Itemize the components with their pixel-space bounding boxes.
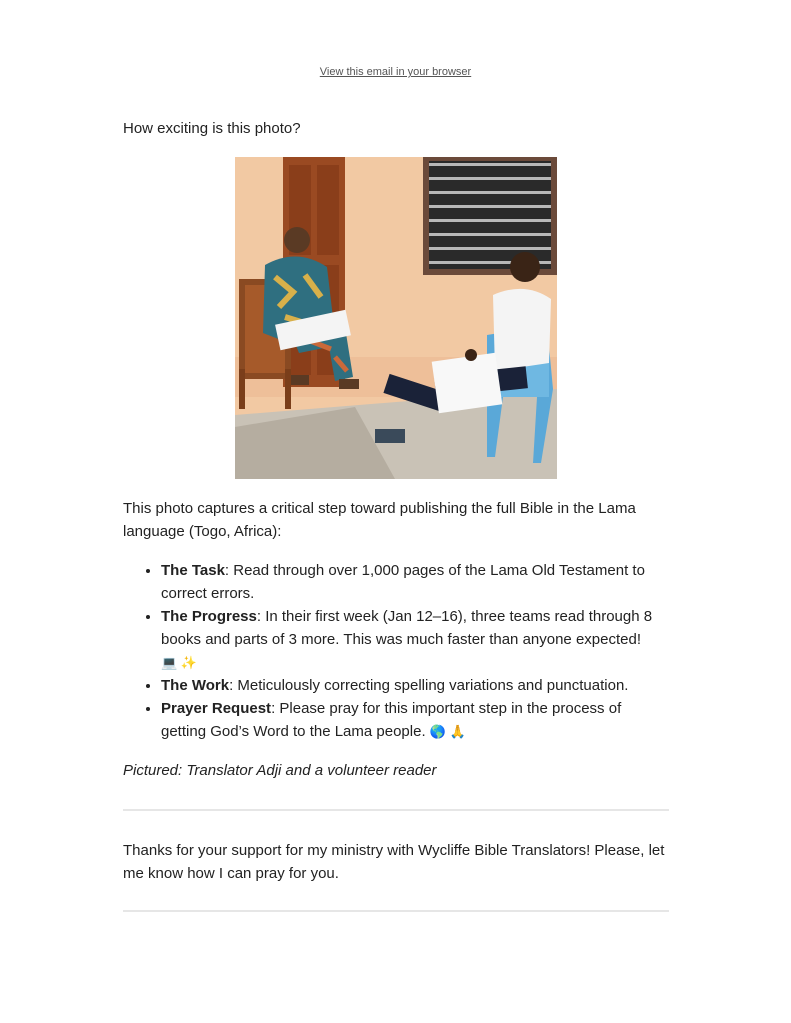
photo-caption: Pictured: Translator Adji and a volunteer reader [123,762,437,779]
bullet-label: Prayer Request [161,700,272,717]
bullet-text: : In their first week (Jan 12–16), three teams read through 8 books and parts of 3 more. This was much faster than anyone expected! [161,608,653,648]
list-item [161,605,669,674]
bullet-text: : Read through over 1,000 pages of the Lama Old Testament to correct errors. [161,562,645,602]
bullet-list [123,559,669,743]
intro-text: How exciting is this photo? [123,120,301,137]
photo [235,157,557,479]
bullet-label: The Progress [161,608,257,625]
laptop-sparkles-emoji: 💻 ✨ [161,655,197,670]
bullet-text: : Meticulously correcting spelling variations and punctuation. [229,677,629,694]
globe-pray-emoji: 🌎 🙏 [429,724,466,739]
list-item [161,697,669,743]
divider [123,809,669,811]
list-item [161,559,669,605]
intro-paragraph: This photo captures a critical step toward publishing the full Bible in the Lama language (Togo, Africa): [123,500,636,540]
bullet-label: The Work [161,677,230,694]
bullet-text: : Please pray for this important step in the process of getting God’s Word to the Lama people. [161,700,622,740]
divider [123,910,669,912]
list-item [161,674,669,697]
thanks-paragraph: Thanks for your support for my ministry with Wycliffe Bible Translators! Please, let me know how I can pray for you. [123,842,665,882]
bullet-label: The Task [161,562,225,579]
view-in-browser-link[interactable]: View this email in your browser [319,66,472,78]
photo-image [235,157,557,479]
